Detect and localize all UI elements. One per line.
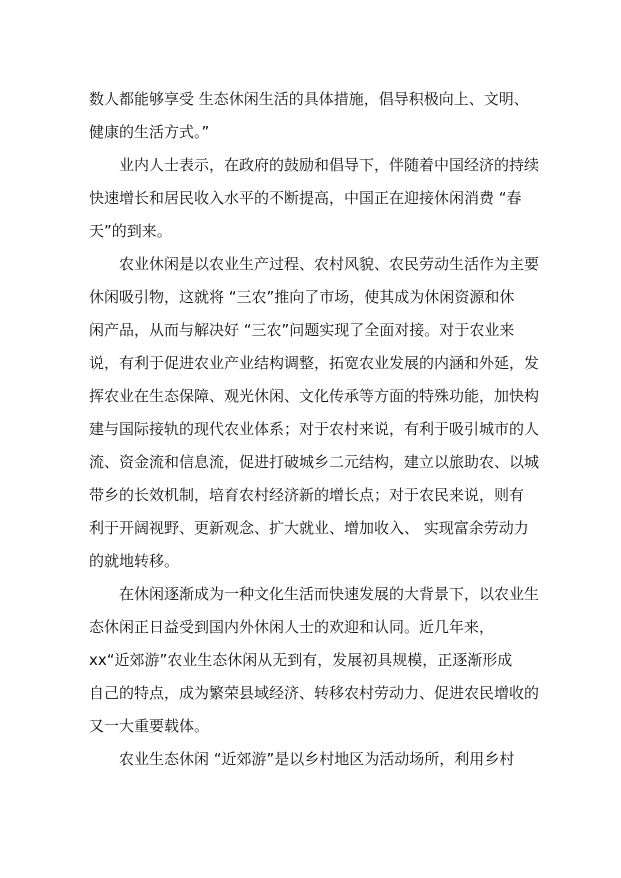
text-line: xx“近郊游”农业生态休闲从无到有，发展初具规模，正逐渐形成 <box>89 651 513 669</box>
text-line: 态休闲正日益受到国内外休闲人士的欢迎和认同。近几年来， <box>89 618 495 636</box>
text-line: 健康的生活方式。” <box>89 123 210 141</box>
text-line: 在休闲逐渐成为一种文化生活而快速发展的大背景下，以农业生 <box>119 585 540 603</box>
text-line: 挥农业在生态保障、观光休闲、文化传承等方面的特殊功能，加快构 <box>89 387 540 405</box>
text-line: 说，有利于促进农业产业结构调整，拓宽农业发展的内涵和外延，发 <box>89 354 540 372</box>
text-line: 天”的到来。 <box>89 222 172 240</box>
text-line: 利于开阔视野、更新观念、扩大就业、增加收入、 实现富余劳动力 <box>89 519 529 537</box>
text-line: 农业生态休闲 “近郊游”是以乡村地区为活动场所，利用乡村 <box>119 750 515 768</box>
text-line: 建与国际接轨的现代农业体系；对于农村来说，有利于吸引城市的人 <box>89 420 540 438</box>
text-line: 的就地转移。 <box>89 552 180 570</box>
text-line: 流、资金流和信息流，促进打破城乡二元结构，建立以旅助农、以城 <box>89 453 540 471</box>
text-line: 休闲吸引物，这就将 “三农”推向了市场，使其成为休闲资源和休 <box>89 288 515 306</box>
text-line: 快速增长和居民收入水平的不断提高，中国正在迎接休闲消费 “春 <box>89 189 522 207</box>
text-line: 又一大重要载体。 <box>89 717 210 735</box>
text-line: 带乡的长效机制，培育农村经济新的增长点；对于农民来说，则有 <box>89 486 525 504</box>
text-line: 农业休闲是以农业生产过程、农村风貌、农民劳动生活作为主要 <box>119 255 540 273</box>
text-line: 自己的特点，成为繁荣县域经济、转移农村劳动力、促进农民增收的 <box>89 684 540 702</box>
text-line: 业内人士表示，在政府的鼓励和倡导下，伴随着中国经济的持续 <box>119 156 540 174</box>
text-line: 数人都能够享受 生态休闲生活的具体措施，倡导积极向上、文明、 <box>89 90 529 108</box>
text-line: 闲产品，从而与解决好 “三农”问题实现了全面对接。对于农业来 <box>89 321 515 339</box>
